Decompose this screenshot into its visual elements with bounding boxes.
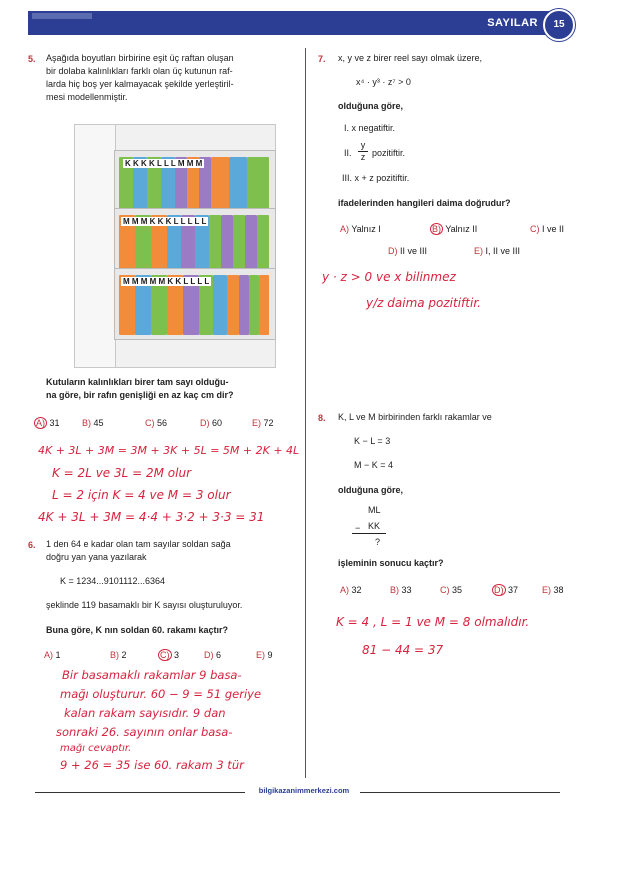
handwriting-line: y/z daima pozitiftir.	[366, 296, 481, 310]
handwriting-line: 9 + 26 = 35 ise 60. rakam 3 tür	[60, 758, 244, 772]
option-a[interactable]	[340, 585, 362, 595]
option-value: 31	[49, 418, 60, 428]
option-value: Yalnız II	[445, 224, 478, 234]
subtraction-result: ?	[375, 537, 381, 547]
option-value: 38	[553, 585, 564, 595]
handwriting-line: 4K + 3L + 3M = 3M + 3K + 5L = 5M + 2K + 4L	[38, 444, 300, 457]
subtraction-bottom: KK	[368, 521, 381, 531]
option-e[interactable]	[252, 418, 274, 428]
option-value: 60	[212, 418, 223, 428]
question-6-options	[30, 650, 290, 664]
option-letter: C)	[160, 650, 170, 660]
question-6-prompt: Buna göre, K nın soldan 60. rakamı kaçtır?	[46, 625, 229, 635]
option-c[interactable]	[530, 224, 564, 234]
option-value: 2	[121, 650, 127, 660]
option-a[interactable]	[44, 650, 61, 660]
column-divider	[305, 48, 306, 778]
cabinet-door	[74, 124, 116, 368]
handwriting-line: y · z > 0 ve x bilinmez	[322, 270, 456, 284]
shelf-3-label: M M M M M K K L L L L	[123, 277, 210, 286]
option-letter: B)	[390, 585, 399, 595]
option-letter: B)	[432, 224, 441, 234]
question-6-stem	[46, 538, 286, 564]
option-letter: A)	[340, 224, 349, 234]
statement-1: I. x negatiftir.	[344, 123, 396, 133]
q5-line: mesi modellenmiştir.	[46, 92, 128, 102]
option-e[interactable]	[256, 650, 273, 660]
option-e[interactable]	[542, 585, 564, 595]
option-c[interactable]	[158, 650, 179, 660]
option-a[interactable]	[34, 418, 60, 428]
q5-prompt-line: Kutuların kalınlıkları birer tam sayı olduğu-	[46, 377, 229, 387]
question-6-number: 6.	[28, 540, 36, 550]
subtraction-top: ML	[368, 505, 381, 515]
option-letter: C)	[440, 585, 450, 595]
option-letter: B)	[82, 418, 91, 428]
subtraction-minus: −	[355, 523, 361, 533]
question-5-options	[30, 418, 290, 432]
option-letter: C)	[530, 224, 540, 234]
option-value: 37	[508, 585, 519, 595]
page-title: SAYILAR	[487, 17, 538, 29]
statement-2-fraction	[358, 140, 368, 163]
footer-website[interactable]: bilgikazanimmerkezi.com	[258, 786, 350, 795]
statement-2-label: II.	[344, 148, 352, 158]
option-d[interactable]	[388, 246, 427, 256]
question-8-prompt: işleminin sonucu kaçtır?	[338, 558, 444, 568]
option-b[interactable]	[390, 585, 412, 595]
question-5-prompt	[46, 376, 286, 402]
footer-line-right	[360, 792, 560, 793]
question-6-line2: şeklinde 119 basamaklı bir K sayısı oluşturuluyor.	[46, 600, 243, 610]
question-6-handwritten-solution	[42, 666, 302, 775]
option-a[interactable]	[340, 224, 381, 234]
option-letter: E)	[256, 650, 265, 660]
shelf-2-label: M M M K K K L L L L L	[123, 217, 207, 226]
question-7-number: 7.	[318, 54, 326, 64]
handwriting-line: 81 − 44 = 37	[362, 643, 444, 657]
handwriting-line: K = 4 , L = 1 ve M = 8 olmalıdır.	[336, 615, 530, 629]
fraction-numerator: y	[358, 140, 368, 152]
option-e[interactable]	[474, 246, 520, 256]
option-letter: A)	[340, 585, 349, 595]
question-8-handwritten-solution	[336, 608, 596, 664]
option-letter: E)	[252, 418, 261, 428]
question-8-eq1: K − L = 3	[354, 436, 391, 446]
question-8-options	[330, 585, 580, 599]
option-letter: A)	[44, 650, 53, 660]
option-value: 72	[263, 418, 274, 428]
q5-line: bir dolaba kalınlıkları farklı olan üç kutunun raf-	[46, 66, 233, 76]
publisher-logo	[32, 13, 92, 19]
option-value: 45	[93, 418, 104, 428]
statement-3: III. x + z pozitiftir.	[342, 173, 410, 183]
question-5-handwritten-solution	[38, 440, 303, 528]
subtraction-line	[352, 533, 386, 534]
option-value: Yalnız I	[351, 224, 381, 234]
option-d[interactable]	[200, 418, 222, 428]
question-8-intro: K, L ve M birbirinden farklı rakamlar ve	[338, 412, 492, 422]
handwriting-line: kalan rakam sayısıdır. 9 dan	[64, 706, 226, 720]
handwriting-line: 4K + 3L + 3M = 4·4 + 3·2 + 3·3 = 31	[38, 510, 265, 524]
option-letter: D)	[204, 650, 214, 660]
q6-line: doğru yan yana yazılarak	[46, 552, 147, 562]
q5-line: Aşağıda boyutları birbirine eşit üç raftan oluşan	[46, 53, 234, 63]
handwriting-line: mağı oluşturur. 60 − 9 = 51 geriye	[60, 687, 262, 701]
option-value: II ve III	[400, 246, 428, 256]
option-value: 35	[452, 585, 463, 595]
statement-2-text: pozitiftir.	[372, 148, 406, 158]
option-letter: D)	[388, 246, 398, 256]
option-c[interactable]	[145, 418, 167, 428]
option-value: 32	[351, 585, 362, 595]
question-6-formula: K = 1234...9101112...6364	[60, 576, 166, 586]
option-b[interactable]	[82, 418, 104, 428]
option-value: 56	[157, 418, 168, 428]
handwriting-line: K = 2L ve 3L = 2M olur	[52, 466, 192, 480]
question-7-handwritten-solution	[322, 264, 592, 316]
option-letter: B)	[110, 650, 119, 660]
question-7-given: olduğuna göre,	[338, 101, 403, 111]
option-value: 3	[174, 650, 180, 660]
option-value: 1	[55, 650, 61, 660]
option-value: 6	[216, 650, 222, 660]
question-7-options	[330, 224, 580, 264]
option-b[interactable]	[430, 224, 477, 234]
option-value: I, II ve III	[485, 246, 521, 256]
option-letter: D)	[200, 418, 210, 428]
option-value: 9	[267, 650, 273, 660]
fraction-denominator: z	[360, 152, 366, 162]
question-8-eq2: M − K = 4	[354, 460, 394, 470]
option-c[interactable]	[440, 585, 462, 595]
option-d[interactable]	[492, 585, 518, 595]
handwriting-line: mağı cevaptır.	[60, 743, 132, 754]
question-8-number: 8.	[318, 413, 326, 423]
question-7-intro: x, y ve z birer reel sayı olmak üzere,	[338, 53, 483, 63]
footer-line-left	[35, 792, 245, 793]
option-letter: E)	[542, 585, 551, 595]
shelf-3	[114, 268, 276, 340]
question-8-given: olduğuna göre,	[338, 485, 403, 495]
handwriting-line: Bir basamaklı rakamlar 9 basa-	[62, 668, 242, 682]
question-7-prompt: ifadelerinden hangileri daima doğrudur?	[338, 198, 511, 208]
option-letter: E)	[474, 246, 483, 256]
q5-prompt-line: na göre, bir rafın genişliği en az kaç cm dir?	[46, 390, 234, 400]
option-value: I ve II	[542, 224, 565, 234]
option-value: 33	[401, 585, 412, 595]
question-5-number: 5.	[28, 54, 36, 64]
handwriting-line: sonraki 26. sayının onlar basa-	[56, 725, 233, 739]
option-b[interactable]	[110, 650, 127, 660]
question-7-inequality: x⁴ · y³ · z⁷ > 0	[356, 77, 411, 87]
q6-line: 1 den 64 e kadar olan tam sayılar soldan sağa	[46, 539, 231, 549]
option-letter: A)	[36, 418, 45, 428]
option-letter: D)	[494, 585, 504, 595]
option-d[interactable]	[204, 650, 221, 660]
shelf-1-label: K K K K L L L M M M	[125, 159, 203, 168]
question-5-stem	[46, 52, 286, 104]
handwriting-line: L = 2 için K = 4 ve M = 3 olur	[52, 488, 231, 502]
page-number: 15	[543, 9, 575, 41]
q5-line: larda hiç boş yer kalmayacak şekilde yerleştiril-	[46, 79, 234, 89]
option-letter: C)	[145, 418, 155, 428]
